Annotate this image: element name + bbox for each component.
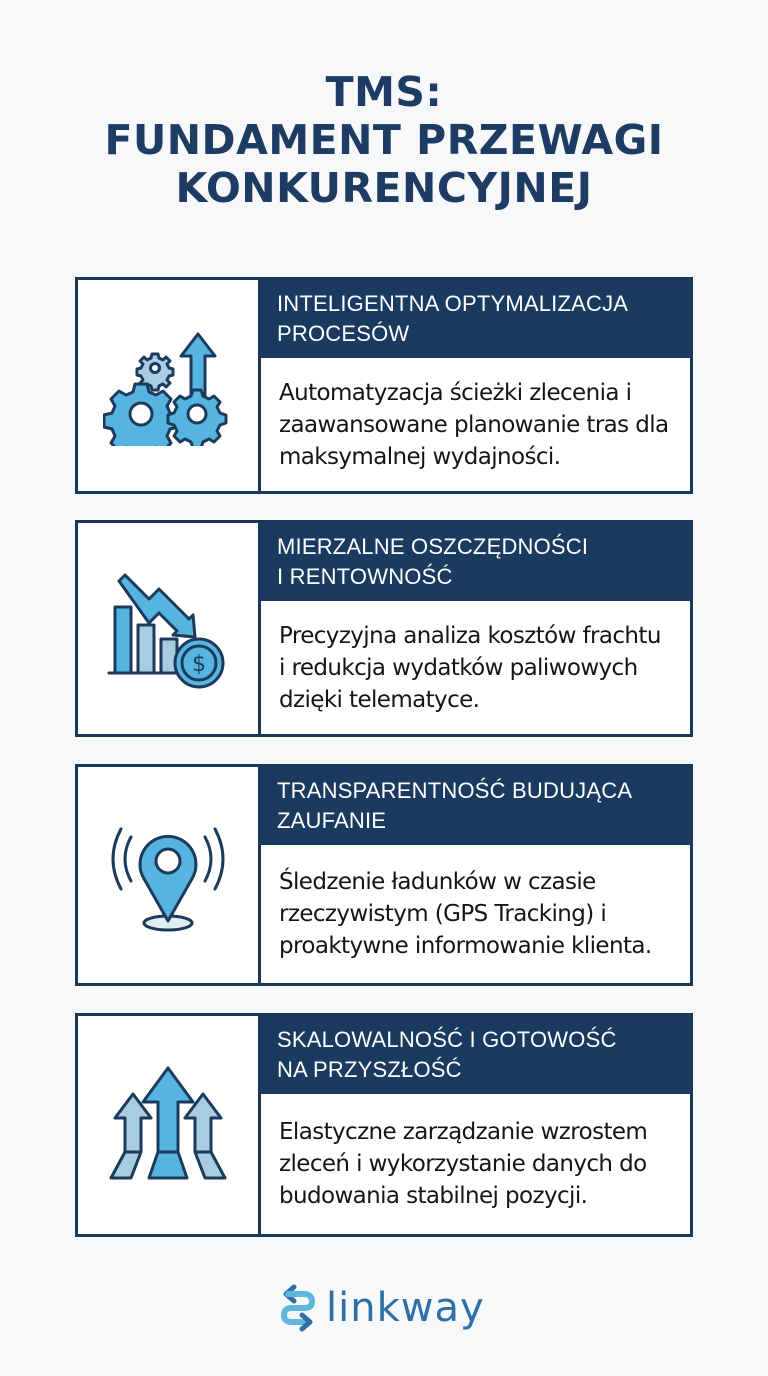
- card-process-optimization: [75, 277, 693, 494]
- card-body-line: maksymalnej wydajności.: [279, 443, 561, 470]
- card-description: [261, 845, 690, 983]
- card-heading-line: MIERZALNE OSZCZĘDNOŚCI: [277, 534, 589, 559]
- title-line-2: FUNDAMENT PRZEWAGI: [104, 116, 664, 164]
- three-arrows-up-icon: [103, 1060, 233, 1190]
- card-body-line: zleceń i wykorzystanie danych do: [279, 1151, 647, 1177]
- card-heading-line: I RENTOWNOŚĆ: [277, 564, 453, 589]
- card-scalability-readiness: [75, 1013, 693, 1237]
- card-body-line: Śledzenie ładunków w czasie: [279, 869, 596, 895]
- chart-down-dollar-icon: [103, 569, 233, 689]
- card-body-line: zaawansowane planowanie tras dla: [279, 411, 669, 438]
- card-heading: [261, 280, 690, 358]
- card-body-line: i redukcja wydatków paliwowych: [279, 654, 638, 681]
- card-content: [261, 1016, 690, 1234]
- card-description: [261, 358, 690, 491]
- card-heading-line: NA PRZYSZŁOŚĆ: [277, 1057, 462, 1082]
- card-heading-line: PROCESÓW: [277, 321, 410, 346]
- card-heading-line: SKALOWALNOŚĆ I GOTOWOŚĆ: [277, 1027, 617, 1052]
- card-icon-cell: [78, 1016, 261, 1234]
- title-line-3: KONKURENCYJNEJ: [175, 164, 593, 212]
- card-content: [261, 280, 690, 491]
- card-body-line: proaktywne informowanie klienta.: [279, 933, 652, 959]
- svg-text:$: $: [192, 651, 206, 677]
- location-pin-signal-icon: [103, 815, 233, 935]
- card-description: [261, 1094, 690, 1234]
- card-content: [261, 523, 690, 734]
- card-heading: [261, 767, 690, 845]
- card-body-line: rzeczywistym (GPS Tracking) i: [279, 901, 607, 927]
- card-description: [261, 601, 690, 734]
- card-body-line: dzięki telematyce.: [279, 686, 480, 713]
- card-content: [261, 767, 690, 983]
- card-heading-line: INTELIGENTNA OPTYMALIZACJA: [277, 291, 629, 316]
- card-body-line: Automatyzacja ścieżki zlecenia i: [279, 379, 632, 406]
- card-icon-cell: [78, 767, 261, 983]
- card-body-line: Elastyczne zarządzanie wzrostem: [279, 1119, 648, 1145]
- gears-arrow-up-icon: [103, 326, 233, 446]
- page-title: [0, 68, 768, 212]
- card-heading-line: ZAUFANIE: [277, 808, 387, 833]
- brand-name: linkway: [326, 1285, 485, 1331]
- card-transparency-trust: [75, 764, 693, 986]
- card-heading-line: TRANSPARENTNOŚĆ BUDUJĄCA: [277, 778, 633, 803]
- brand-logo: [280, 1283, 485, 1333]
- linkway-swap-arrows-icon: [280, 1283, 316, 1333]
- card-body-line: budowania stabilnej pozycji.: [279, 1183, 588, 1209]
- card-icon-cell: [78, 280, 261, 491]
- card-savings-profitability: [75, 520, 693, 737]
- card-heading: [261, 1016, 690, 1094]
- title-line-1: TMS:: [325, 68, 443, 116]
- card-icon-cell: [78, 523, 261, 734]
- card-body-line: Precyzyjna analiza kosztów frachtu: [279, 622, 661, 649]
- card-heading: [261, 523, 690, 601]
